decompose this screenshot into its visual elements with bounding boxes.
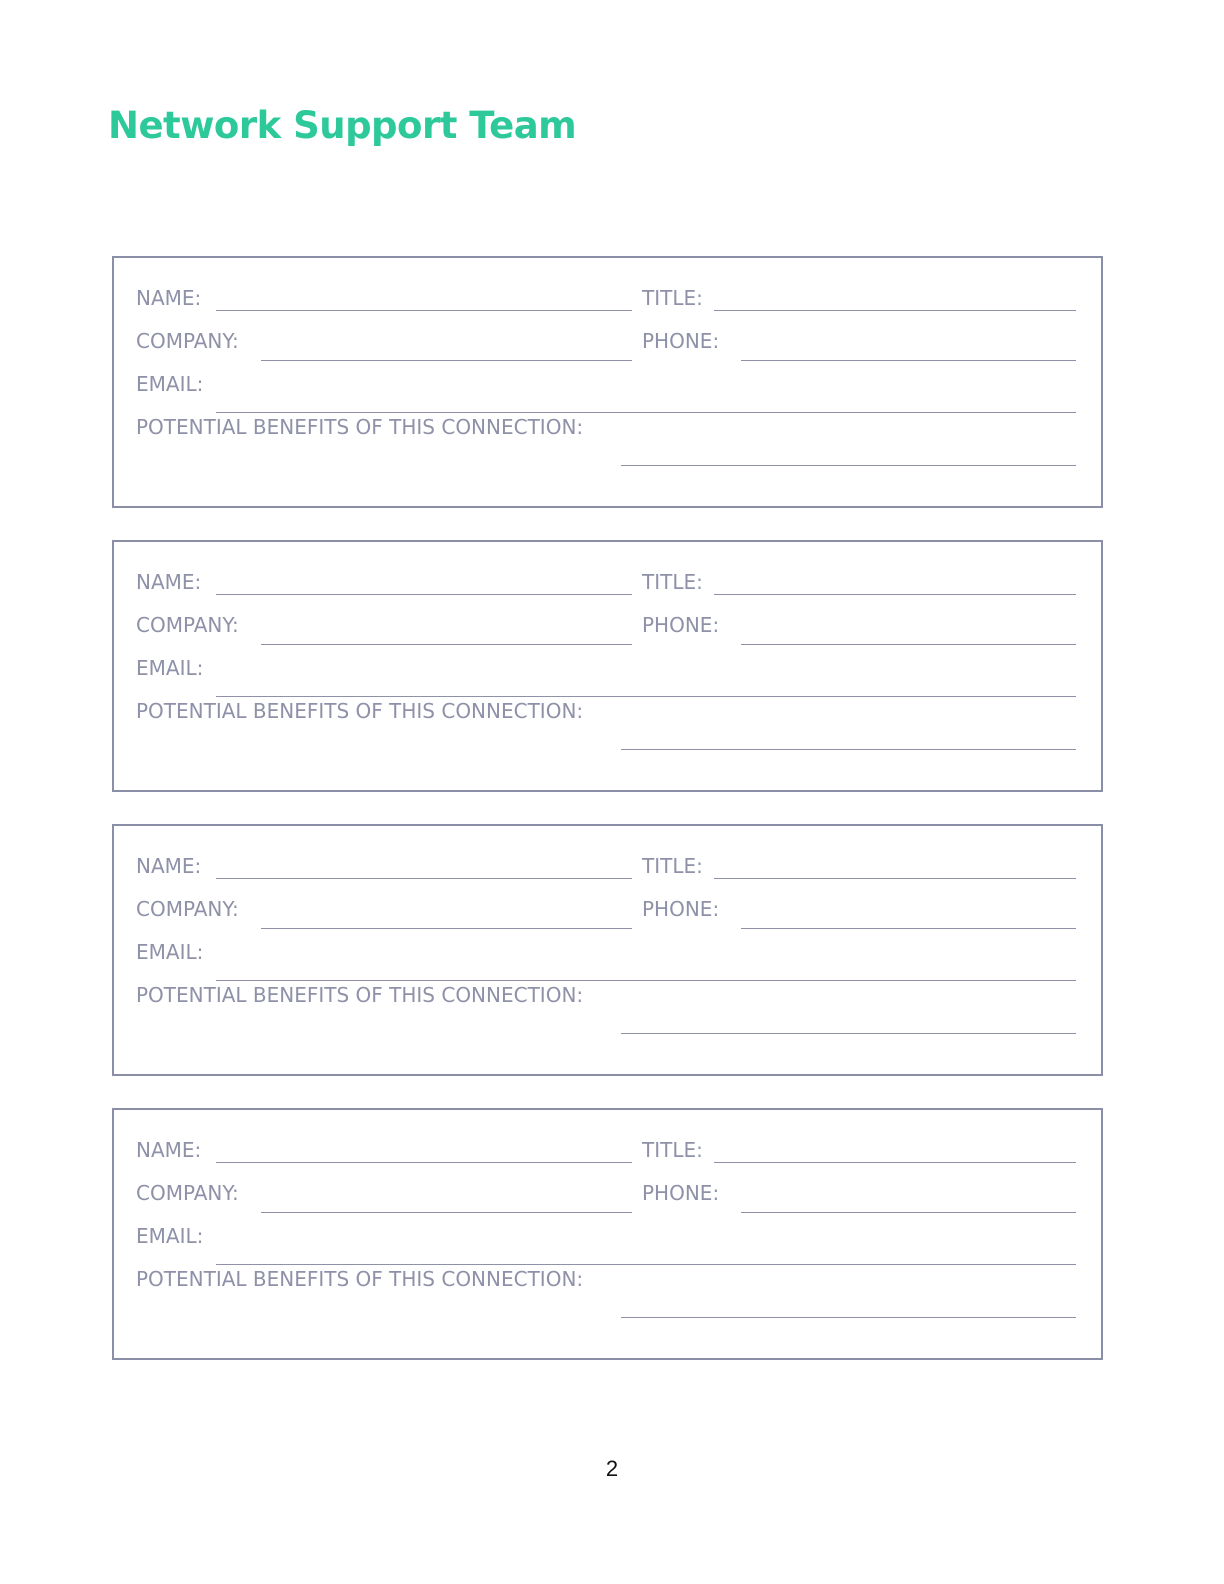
page-title: Network Support Team (108, 104, 577, 147)
phone-field[interactable] (741, 644, 1076, 645)
phone-label: PHONE: (642, 613, 720, 637)
contact-card (112, 256, 1103, 508)
company-field[interactable] (261, 928, 632, 929)
benefits-label: POTENTIAL BENEFITS OF THIS CONNECTION: (136, 983, 584, 1007)
benefits-field[interactable] (621, 749, 1076, 750)
name-field[interactable] (216, 310, 632, 311)
title-field[interactable] (714, 1162, 1076, 1163)
phone-label: PHONE: (642, 329, 720, 353)
company-label: COMPANY: (136, 329, 239, 353)
benefits-field[interactable] (621, 1033, 1076, 1034)
name-label: NAME: (136, 286, 202, 310)
company-field[interactable] (261, 644, 632, 645)
company-label: COMPANY: (136, 1181, 239, 1205)
email-label: EMAIL: (136, 940, 204, 964)
title-field[interactable] (714, 310, 1076, 311)
phone-label: PHONE: (642, 897, 720, 921)
phone-label: PHONE: (642, 1181, 720, 1205)
name-label: NAME: (136, 570, 202, 594)
title-field[interactable] (714, 878, 1076, 879)
name-field[interactable] (216, 1162, 632, 1163)
company-field[interactable] (261, 360, 632, 361)
title-label: TITLE: (642, 570, 703, 594)
company-field[interactable] (261, 1212, 632, 1213)
phone-field[interactable] (741, 928, 1076, 929)
name-field[interactable] (216, 878, 632, 879)
title-label: TITLE: (642, 854, 703, 878)
email-field[interactable] (216, 980, 1076, 981)
benefits-field[interactable] (621, 465, 1076, 466)
title-label: TITLE: (642, 286, 703, 310)
company-label: COMPANY: (136, 613, 239, 637)
name-label: NAME: (136, 1138, 202, 1162)
title-label: TITLE: (642, 1138, 703, 1162)
benefits-label: POTENTIAL BENEFITS OF THIS CONNECTION: (136, 699, 584, 723)
benefits-label: POTENTIAL BENEFITS OF THIS CONNECTION: (136, 1267, 584, 1291)
contact-card (112, 540, 1103, 792)
email-field[interactable] (216, 1264, 1076, 1265)
contact-card (112, 1108, 1103, 1360)
name-label: NAME: (136, 854, 202, 878)
contact-card (112, 824, 1103, 1076)
email-label: EMAIL: (136, 656, 204, 680)
page-number: 2 (605, 1456, 619, 1481)
phone-field[interactable] (741, 360, 1076, 361)
email-field[interactable] (216, 412, 1076, 413)
title-field[interactable] (714, 594, 1076, 595)
email-field[interactable] (216, 696, 1076, 697)
name-field[interactable] (216, 594, 632, 595)
email-label: EMAIL: (136, 1224, 204, 1248)
company-label: COMPANY: (136, 897, 239, 921)
benefits-label: POTENTIAL BENEFITS OF THIS CONNECTION: (136, 415, 584, 439)
phone-field[interactable] (741, 1212, 1076, 1213)
email-label: EMAIL: (136, 372, 204, 396)
benefits-field[interactable] (621, 1317, 1076, 1318)
